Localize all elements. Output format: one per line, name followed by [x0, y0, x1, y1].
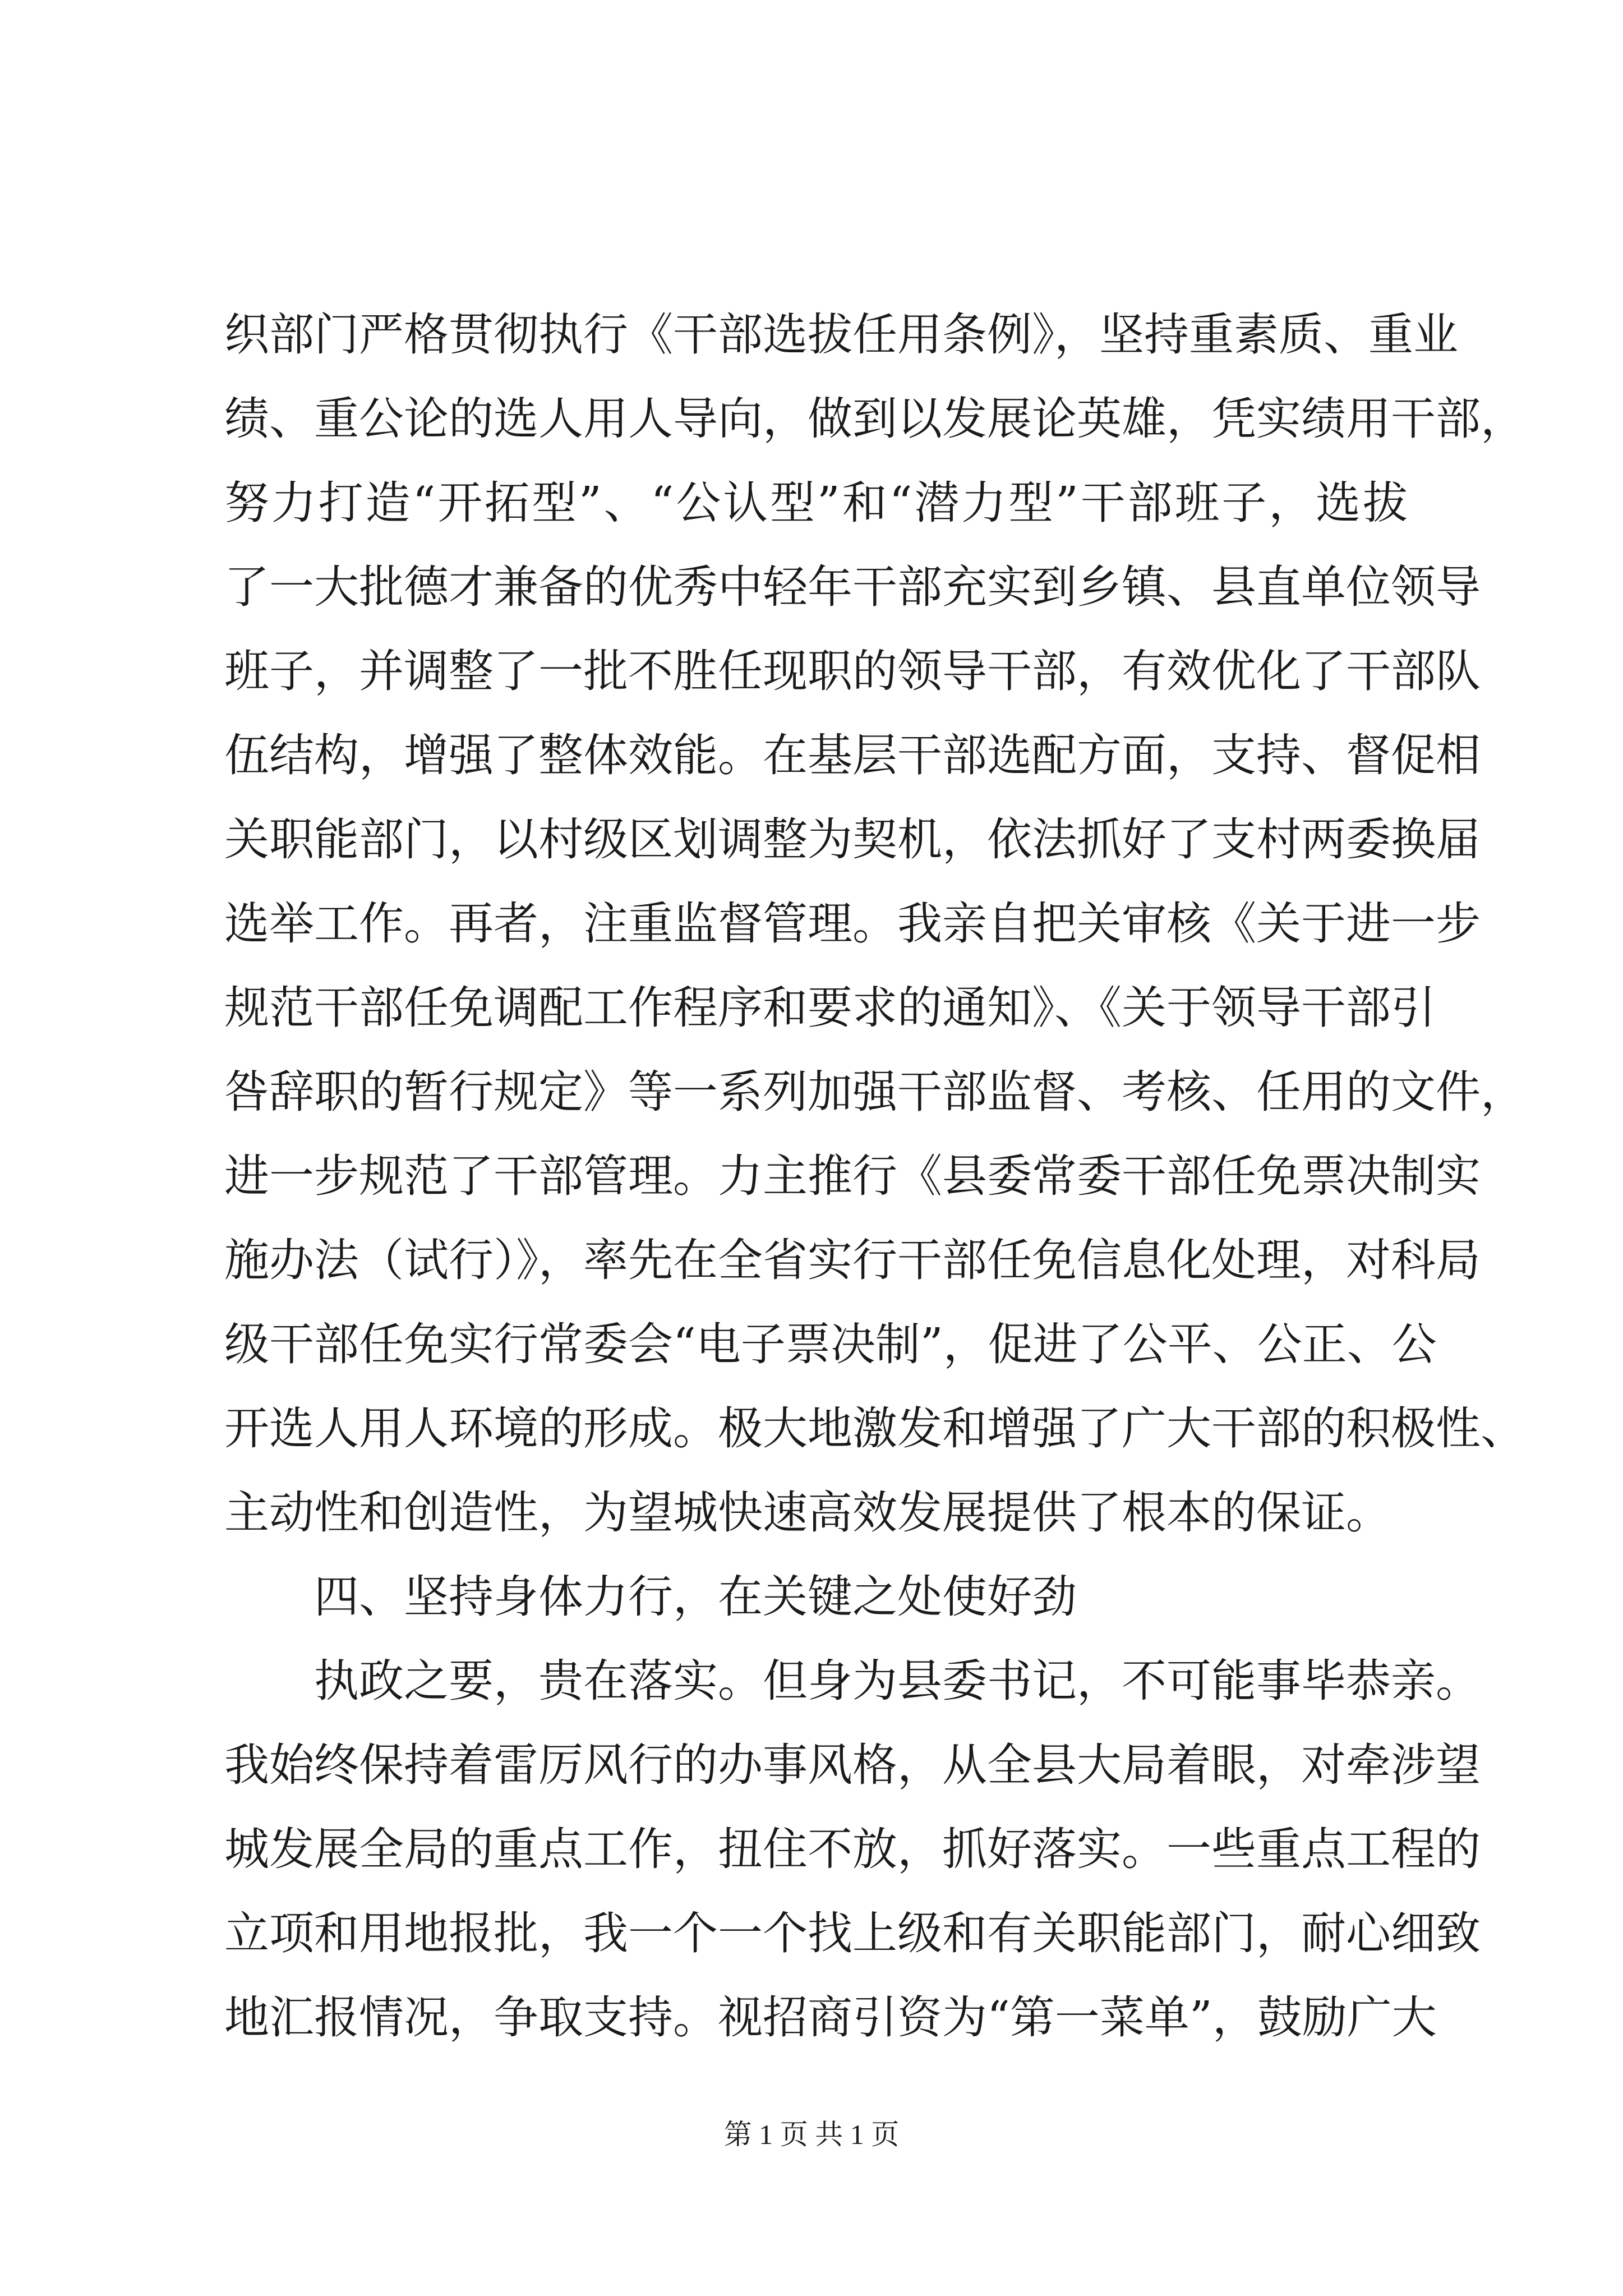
paragraph-line: 开选人用人环境的形成。极大地激发和增强了广大干部的积极性、 [224, 1402, 1525, 1455]
page-footer [0, 2112, 1623, 2152]
paragraph-line: 级干部任免实行常委会“电子票决制”，促进了公平、公正、公 [224, 1318, 1437, 1370]
paragraph-line: 施办法（试行）》，率先在全省实行干部任免信息化处理，对科局 [224, 1234, 1481, 1286]
paragraph-line: 进一步规范了干部管理。力主推行《县委常委干部任免票决制实 [224, 1150, 1481, 1202]
paragraph-line: 班子，并调整了一批不胜任现职的领导干部，有效优化了干部队 [224, 645, 1481, 697]
paragraph-line: 规范干部任免调配工作程序和要求的通知》、《关于领导干部引 [224, 982, 1436, 1034]
paragraph-line: 伍结构，增强了整体效能。在基层干部选配方面，支持、督促相 [224, 729, 1481, 781]
paragraph-line: 立项和用地报批，我一个一个找上级和有关职能部门，耐心细致 [224, 1907, 1481, 1959]
paragraph-line: 咎辞职的暂行规定》等一系列加强干部监督、考核、任用的文件， [224, 1066, 1525, 1118]
paragraph-line: 了一大批德才兼备的优秀中轻年干部充实到乡镇、县直单位领导 [224, 561, 1481, 613]
paragraph-line: 地汇报情况，争取支持。视招商引资为“第一菜单”，鼓励广大 [224, 1991, 1437, 2044]
paragraph-line: 关职能部门，以村级区划调整为契机，依法抓好了支村两委换届 [224, 813, 1481, 866]
page-number: 第 1 页 共 1 页 [723, 2119, 900, 2150]
paragraph-line: 执政之要，贵在落实。但身为县委书记，不可能事毕恭亲。 [314, 1655, 1481, 1707]
paragraph-line: 绩、重公论的选人用人导向，做到以发展论英雄，凭实绩用干部， [224, 393, 1525, 445]
section-heading: 四、坚持身体力行，在关键之处使好劲 [314, 1571, 1077, 1623]
paragraph-line: 城发展全局的重点工作，扭住不放，抓好落实。一些重点工程的 [224, 1823, 1481, 1875]
paragraph-line: 主动性和创造性，为望城快速高效发展提供了根本的保证。 [224, 1487, 1391, 1539]
paragraph-line: 我始终保持着雷厉风行的办事风格，从全县大局着眼，对牵涉望 [224, 1739, 1481, 1791]
paragraph-line: 织部门严格贯彻执行《干部选拔任用条例》，坚持重素质、重业 [224, 309, 1458, 361]
paragraph-line: 选举工作。再者，注重监督管理。我亲自把关审核《关于进一步 [224, 898, 1481, 950]
document-body [224, 293, 1525, 2060]
paragraph-line: 努力打造“开拓型”、“公认型”和“潜力型”干部班子，选拔 [224, 477, 1408, 529]
